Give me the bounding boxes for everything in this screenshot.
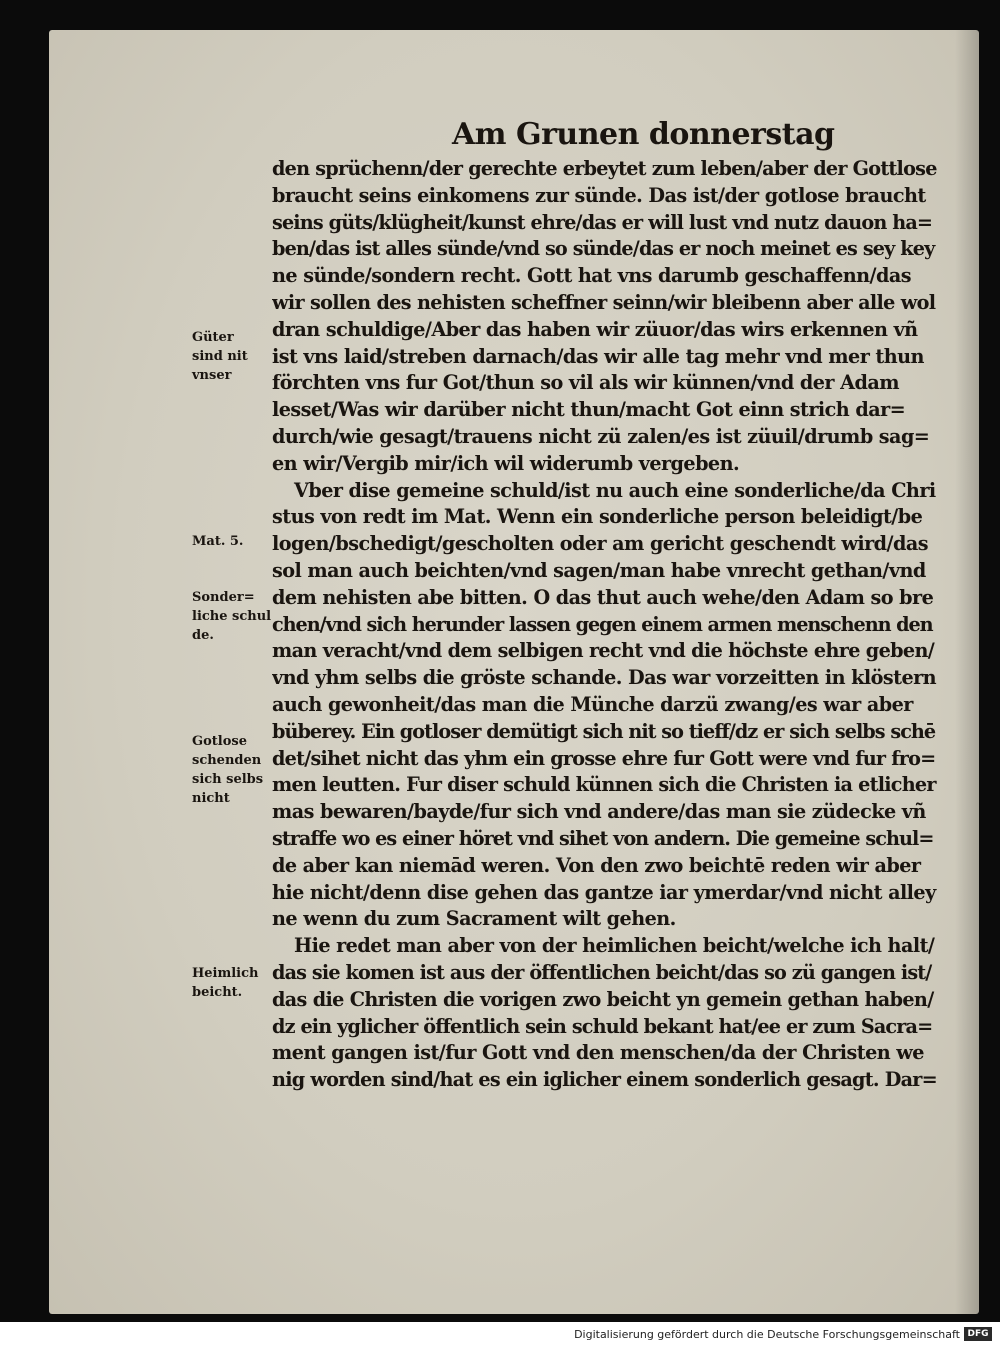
text-line: en wir/Vergib mir/ich wil widerumb vergeben. [272,451,740,475]
marginal-line: schenden [192,753,262,768]
text-line: das sie komen ist aus der öffentlichen beicht/das so zü gangen ist/ [272,960,932,984]
marginal-line: Heimlich [192,966,259,981]
marginal-note-gueter [192,328,272,385]
text-line: hie nicht/denn dise gehen das gantze iar ymerdar/vnd nicht alley [272,880,936,904]
text-line: stus von redt im Mat. Wenn ein sonderliche person beleidigt/be [272,505,923,529]
marginal-line: Sonder= [192,590,255,605]
marginal-line: liche schul [192,609,272,624]
text-line: ne sünde/sondern recht. Gott hat vns darumb geschaffenn/das [272,264,911,288]
body-text [272,156,937,1094]
text-line: seins güts/klügheit/kunst ehre/das er will lust vnd nutz dauon ha= [272,210,933,234]
running-head: Am Grunen donnerstag [452,117,835,152]
text-line: man veracht/vnd dem selbigen recht vnd die höchste ehre geben/ [272,639,935,663]
funding-credit: Digitalisierung gefördert durch die Deutsche Forschungsgemeinschaft [574,1328,960,1341]
text-line: auch gewonheit/das man die Münche darzü zwang/es war aber [272,692,913,716]
dfg-logo: DFG [964,1327,992,1341]
text-line: dem nehisten abe bitten. O das thut auch wehe/den Adam so bre [272,585,934,609]
marginal-note-gotlose [192,732,272,808]
text-line: logen/bschedigt/gescholten oder am gericht geschendt wird/das [272,532,929,556]
text-line: sol man auch beichten/vnd sagen/man habe vnrecht gethan/vnd [272,558,926,582]
text-line: dran schuldige/Aber das haben wir züuor/das wirs erkennen vñ [272,317,918,341]
marginal-line: sich selbs [192,772,264,787]
text-line: ne wenn du zum Sacrament wilt gehen. [272,907,676,931]
text-line: lesset/Was wir darüber nicht thun/macht Got einn strich dar= [272,398,906,422]
marginal-line: beicht. [192,985,243,1000]
text-line: det/sihet nicht das yhm ein grosse ehre fur Gott were vnd fur fro= [272,746,936,770]
marginal-line: Güter [192,330,234,345]
marginal-note-mat [192,532,272,551]
text-line: chen/vnd sich herunder lassen gegen einem armen menschenn den [272,612,933,636]
text-line: förchten vns fur Got/thun so vil als wir künnen/vnd der Adam [272,371,899,395]
text-line: das die Christen die vorigen zwo beicht yn gemein gethan haben/ [272,987,934,1011]
text-line: straffe wo es einer höret vnd sihet von andern. Die gemeine schul= [272,826,934,850]
text-line: dz ein yglicher öffentlich sein schuld bekant hat/ee er zum Sacra= [272,1014,933,1038]
text-line: wir sollen des nehisten scheffner seinn/wir bleibenn aber alle wol [272,290,936,314]
text-line: mas bewaren/bayde/fur sich vnd andere/das man sie züdecke vñ [272,800,926,824]
text-line: men leutten. Fur diser schuld künnen sich die Christen ia etlicher [272,773,936,797]
footer-bar [0,1322,1000,1349]
text-line: nig worden sind/hat es ein iglicher einem sonderlich gesagt. Dar= [272,1068,937,1092]
marginal-line: sind nit [192,349,248,364]
text-line: braucht seins einkomens zur sünde. Das ist/der gotlose braucht [272,183,926,207]
text-line: Vber dise gemeine schuld/ist nu auch eine sonderliche/da Chri [294,478,936,502]
text-line: ment gangen ist/fur Gott vnd den menschen/da der Christen we [272,1041,924,1065]
text-line: ben/das ist alles sünde/vnd so sünde/das er noch meinet es sey key [272,237,935,261]
marginal-note-sonderliche [192,588,272,645]
page-edge-shadow [955,30,979,1314]
marginal-line: Mat. 5. [192,534,244,549]
text-line: de aber kan niemād weren. Von den zwo beichtē reden wir aber [272,853,921,877]
marginal-line: nicht [192,791,230,806]
text-line: Hie redet man aber von der heimlichen beicht/welche ich halt/ [294,934,935,958]
marginal-note-heimlich [192,964,272,1002]
marginal-line: de. [192,628,214,643]
text-line: den sprüchenn/der gerechte erbeytet zum leben/aber der Gottlose [272,157,937,180]
text-line: vnd yhm selbs die gröste schande. Das war vorzeitten in klöstern [272,666,937,690]
text-line: ist vns laid/streben darnach/das wir alle tag mehr vnd mer thun [272,344,924,368]
text-line: durch/wie gesagt/trauens nicht zü zalen/es ist züuil/drumb sag= [272,424,930,448]
marginal-line: vnser [192,368,232,383]
marginal-line: Gotlose [192,734,247,749]
text-line: büberey. Ein gotloser demütigt sich nit so tieff/dz er sich selbs schē [272,719,936,743]
